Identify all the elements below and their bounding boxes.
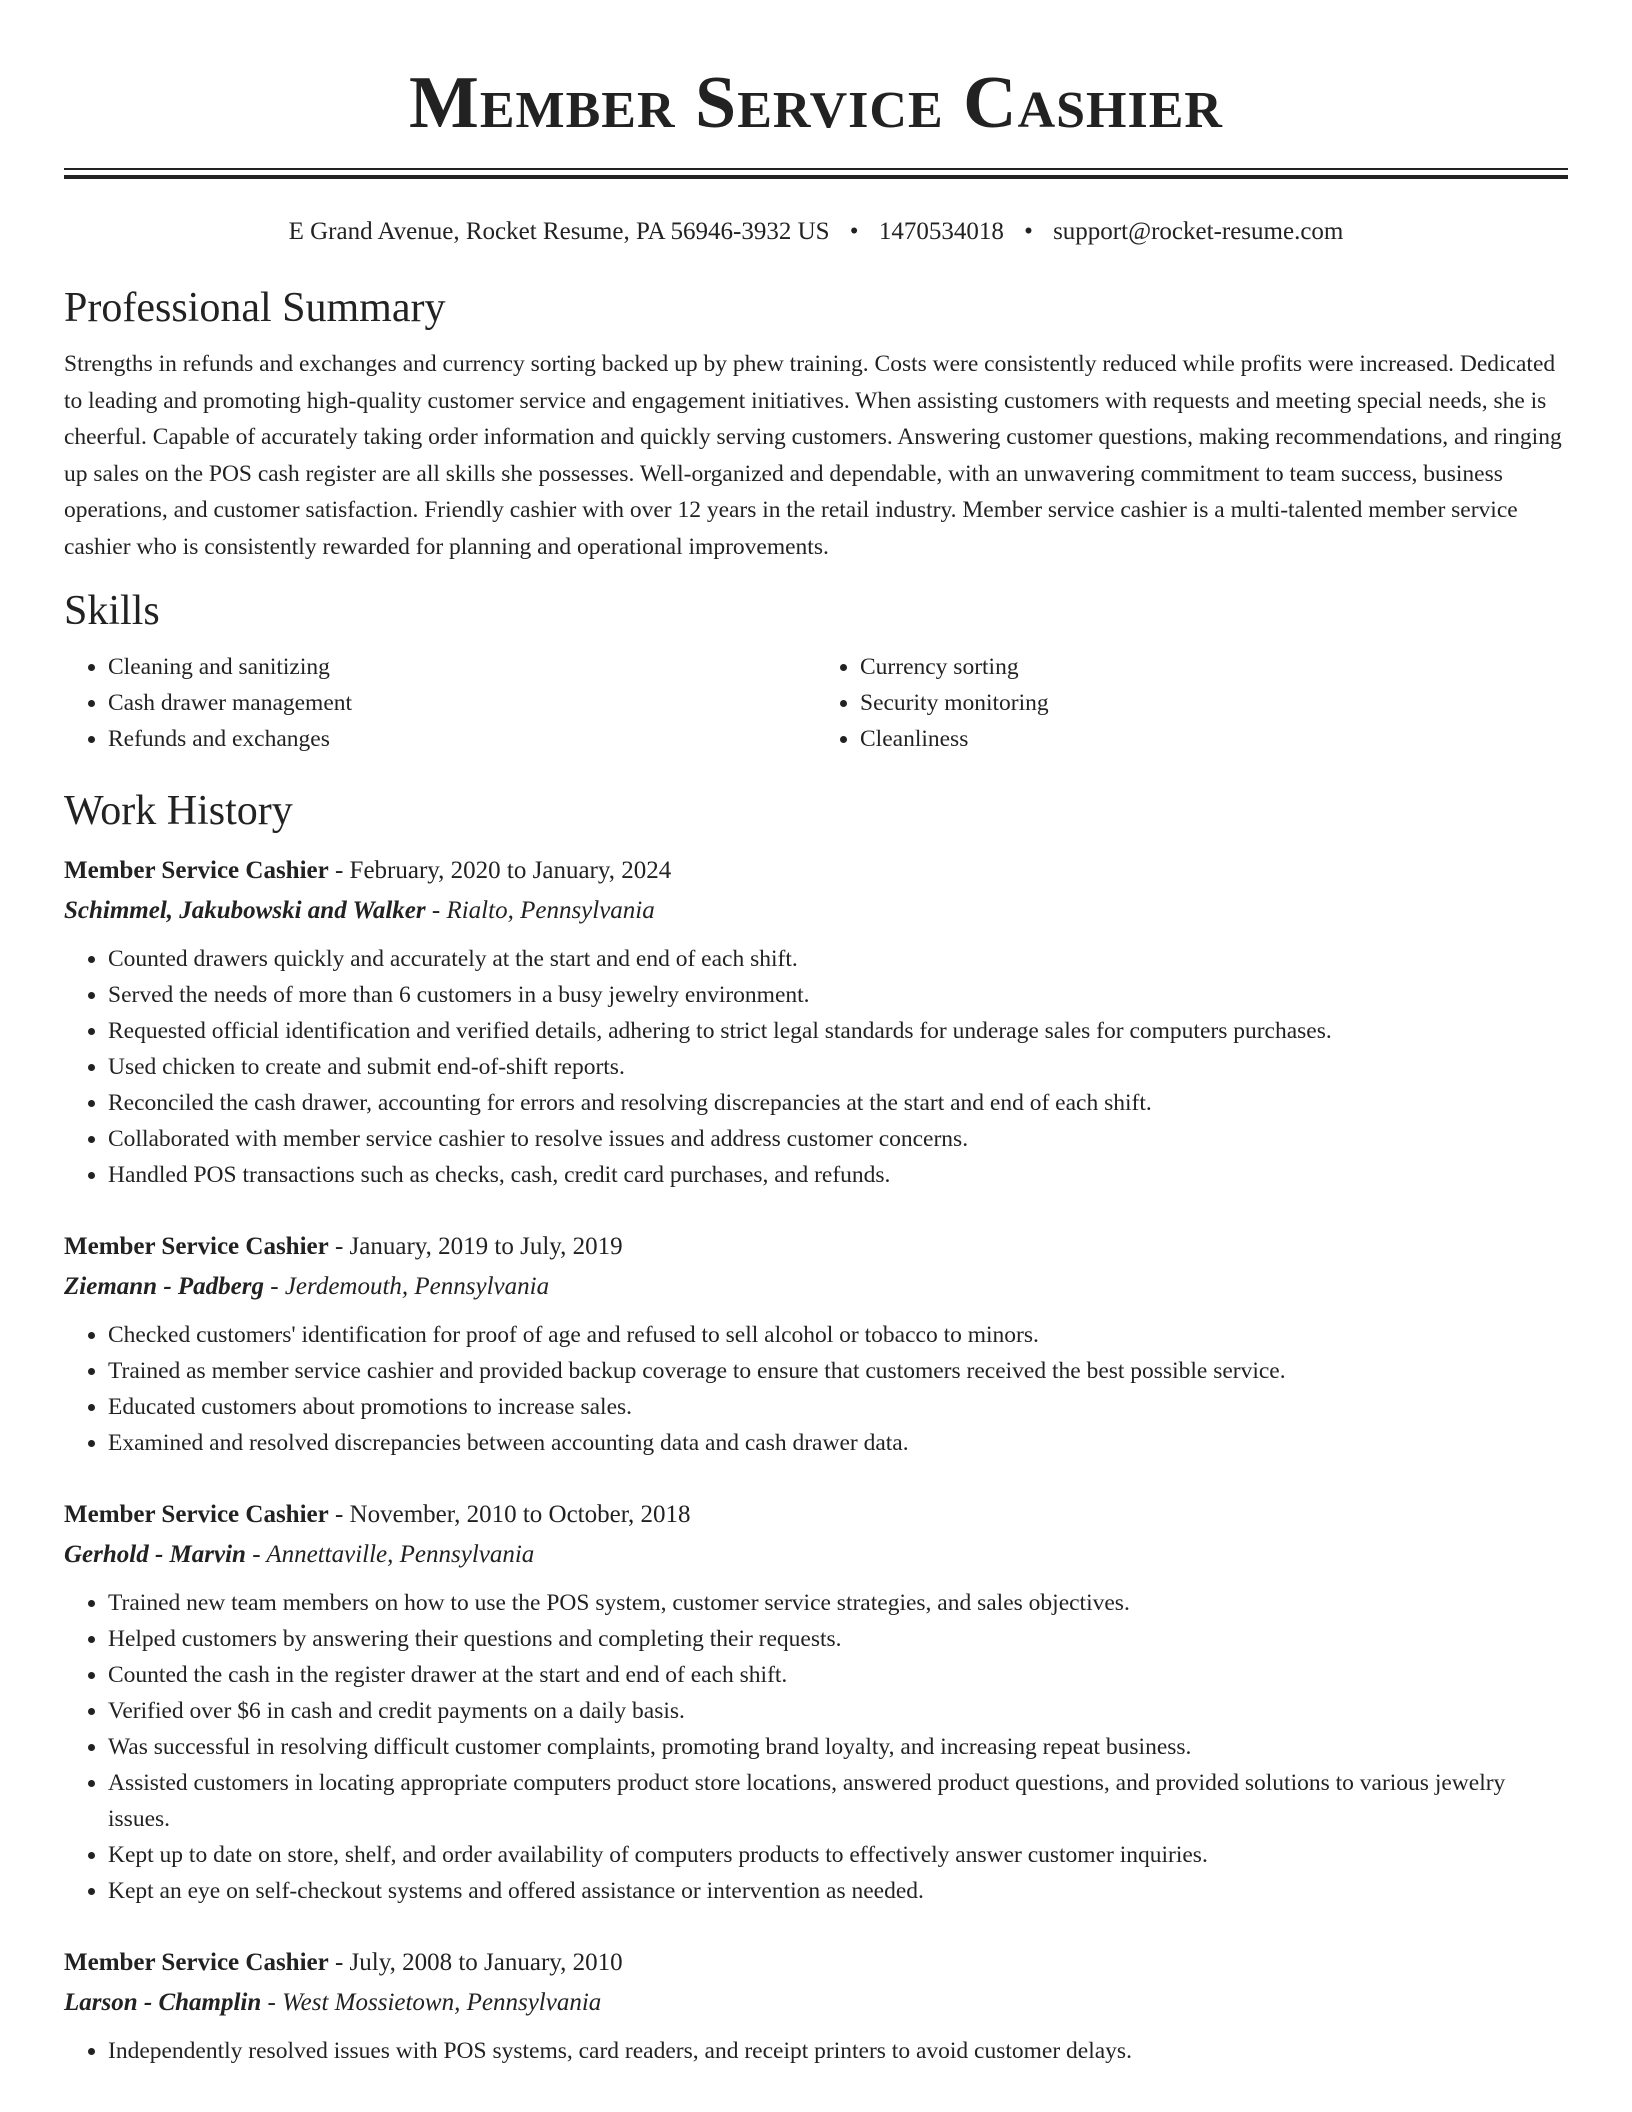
job-bullet: • Educated customers about promotions to increase sales. [108, 1389, 1568, 1425]
job-bullets [64, 2033, 1568, 2069]
job-location: - West Mossietown, Pennsylvania [261, 1989, 602, 2016]
job-location: - Rialto, Pennsylvania [425, 897, 655, 924]
job-bullets [64, 1317, 1568, 1461]
summary-text: Strengths in refunds and exchanges and currency sorting backed up by phew training. Costs were consistently reduced while profits were increased. Dedicated to leading and promoting high-quality customer service and engagement initiatives. When assisting customers with requests and meeting special needs, she is cheerful. Capable of accurately taking order information and quickly serving customers. Answering customer questions, making recommendations, and ringing up sales on the POS cash register are all skills she possesses. Well-organized and dependable, with an unwavering commitment to team success, business operations, and customer satisfaction. Friendly cashier with over 12 years in the retail industry. Member service cashier is a multi-talented member service cashier who is consistently rewarded for planning and operational improvements. [64, 351, 1562, 560]
job-company: Larson - Champlin [64, 1989, 262, 2016]
job-company-line [64, 891, 1568, 931]
job-bullet: • Verified over $6 in cash and credit payments on a daily basis. [108, 1693, 1568, 1729]
job-bullet: • Requested official identification and verified details, adhering to strict legal standards for underage sales for computers purchases. [108, 1013, 1568, 1049]
job-company: Schimmel, Jakubowski and Walker [64, 897, 426, 924]
job-dates: - February, 2020 to January, 2024 [328, 857, 672, 884]
skill-item: • Cleanliness [860, 721, 1568, 757]
job-bullets [64, 941, 1568, 1193]
contact-separator: • [849, 218, 859, 245]
job-dates: - November, 2010 to October, 2018 [328, 1501, 691, 1528]
job-entry [64, 1495, 1568, 1909]
resume-title: Member Service Cashier [409, 62, 1223, 144]
job-bullet: • Examined and resolved discrepancies between accounting data and cash drawer data. [108, 1425, 1568, 1461]
job-title: Member Service Cashier [64, 1233, 329, 1260]
job-entry [64, 1943, 1568, 2069]
contact-phone[interactable]: 1470534018 [878, 218, 1004, 245]
job-title: Member Service Cashier [64, 857, 329, 884]
job-bullet: • Counted drawers quickly and accurately at the start and end of each shift. [108, 941, 1568, 977]
contact-address: E Grand Avenue, Rocket Resume, PA 56946-3932 US [288, 218, 830, 245]
job-bullet: • Trained new team members on how to use the POS system, customer service strategies, and sales objectives. [108, 1585, 1568, 1621]
job-company-line [64, 1267, 1568, 1307]
job-entry [64, 851, 1568, 1193]
job-bullet: • Handled POS transactions such as checks, cash, credit card purchases, and refunds. [108, 1157, 1568, 1193]
skills-column-left [64, 649, 816, 757]
job-company-line [64, 1535, 1568, 1575]
job-header [64, 851, 1568, 891]
skill-item: • Cleaning and sanitizing [108, 649, 816, 685]
job-title: Member Service Cashier [64, 1501, 329, 1528]
job-entry [64, 1227, 1568, 1461]
job-bullet: • Kept up to date on store, shelf, and order availability of computers products to effectively answer customer inquiries. [108, 1837, 1568, 1873]
job-header [64, 1495, 1568, 1535]
job-bullet: • Counted the cash in the register drawer at the start and end of each shift. [108, 1657, 1568, 1693]
skill-item: • Currency sorting [860, 649, 1568, 685]
work-history-heading: Work History [64, 788, 293, 834]
job-bullet: • Collaborated with member service cashier to resolve issues and address customer concerns. [108, 1121, 1568, 1157]
skill-item: • Cash drawer management [108, 685, 816, 721]
job-bullet: • Reconciled the cash drawer, accounting for errors and resolving discrepancies at the start and end of each shift. [108, 1085, 1568, 1121]
job-bullet: • Used chicken to create and submit end-of-shift reports. [108, 1049, 1568, 1085]
job-bullet: • Checked customers' identification for proof of age and refused to sell alcohol or tobacco to minors. [108, 1317, 1568, 1353]
job-bullet: • Independently resolved issues with POS systems, card readers, and receipt printers to avoid customer delays. [108, 2033, 1568, 2069]
job-company: Ziemann - Padberg [64, 1273, 264, 1300]
job-bullets [64, 1585, 1568, 1909]
job-dates: - July, 2008 to January, 2010 [328, 1949, 623, 1976]
contact-email[interactable]: support@rocket-resume.com [1053, 218, 1344, 245]
contact-separator: • [1024, 218, 1033, 245]
skills-list [64, 649, 1568, 757]
job-bullet: • Kept an eye on self-checkout systems and offered assistance or intervention as needed. [108, 1873, 1568, 1909]
job-bullet: • Assisted customers in locating appropriate computers product store locations, answered product questions, and provided solutions to various jewelry issues. [108, 1765, 1568, 1837]
job-location: - Annettaville, Pennsylvania [245, 1541, 535, 1568]
job-company: Gerhold - Marvin [64, 1541, 246, 1568]
job-dates: - January, 2019 to July, 2019 [328, 1233, 623, 1260]
summary-heading: Professional Summary [64, 285, 446, 331]
title-divider [64, 168, 1568, 179]
skill-item: • Refunds and exchanges [108, 721, 816, 757]
contact-line [64, 216, 1568, 248]
job-header [64, 1227, 1568, 1267]
job-bullet: • Helped customers by answering their questions and completing their requests. [108, 1621, 1568, 1657]
skills-heading: Skills [64, 588, 160, 634]
job-bullet: • Was successful in resolving difficult customer complaints, promoting brand loyalty, and increasing repeat business. [108, 1729, 1568, 1765]
job-company-line [64, 1983, 1568, 2023]
skill-item: • Security monitoring [860, 685, 1568, 721]
skills-column-right [816, 649, 1568, 757]
job-bullet: • Served the needs of more than 6 customers in a busy jewelry environment. [108, 977, 1568, 1013]
job-header [64, 1943, 1568, 1983]
job-bullet: • Trained as member service cashier and provided backup coverage to ensure that customers received the best possible service. [108, 1353, 1568, 1389]
job-location: - Jerdemouth, Pennsylvania [264, 1273, 550, 1300]
job-title: Member Service Cashier [64, 1949, 329, 1976]
